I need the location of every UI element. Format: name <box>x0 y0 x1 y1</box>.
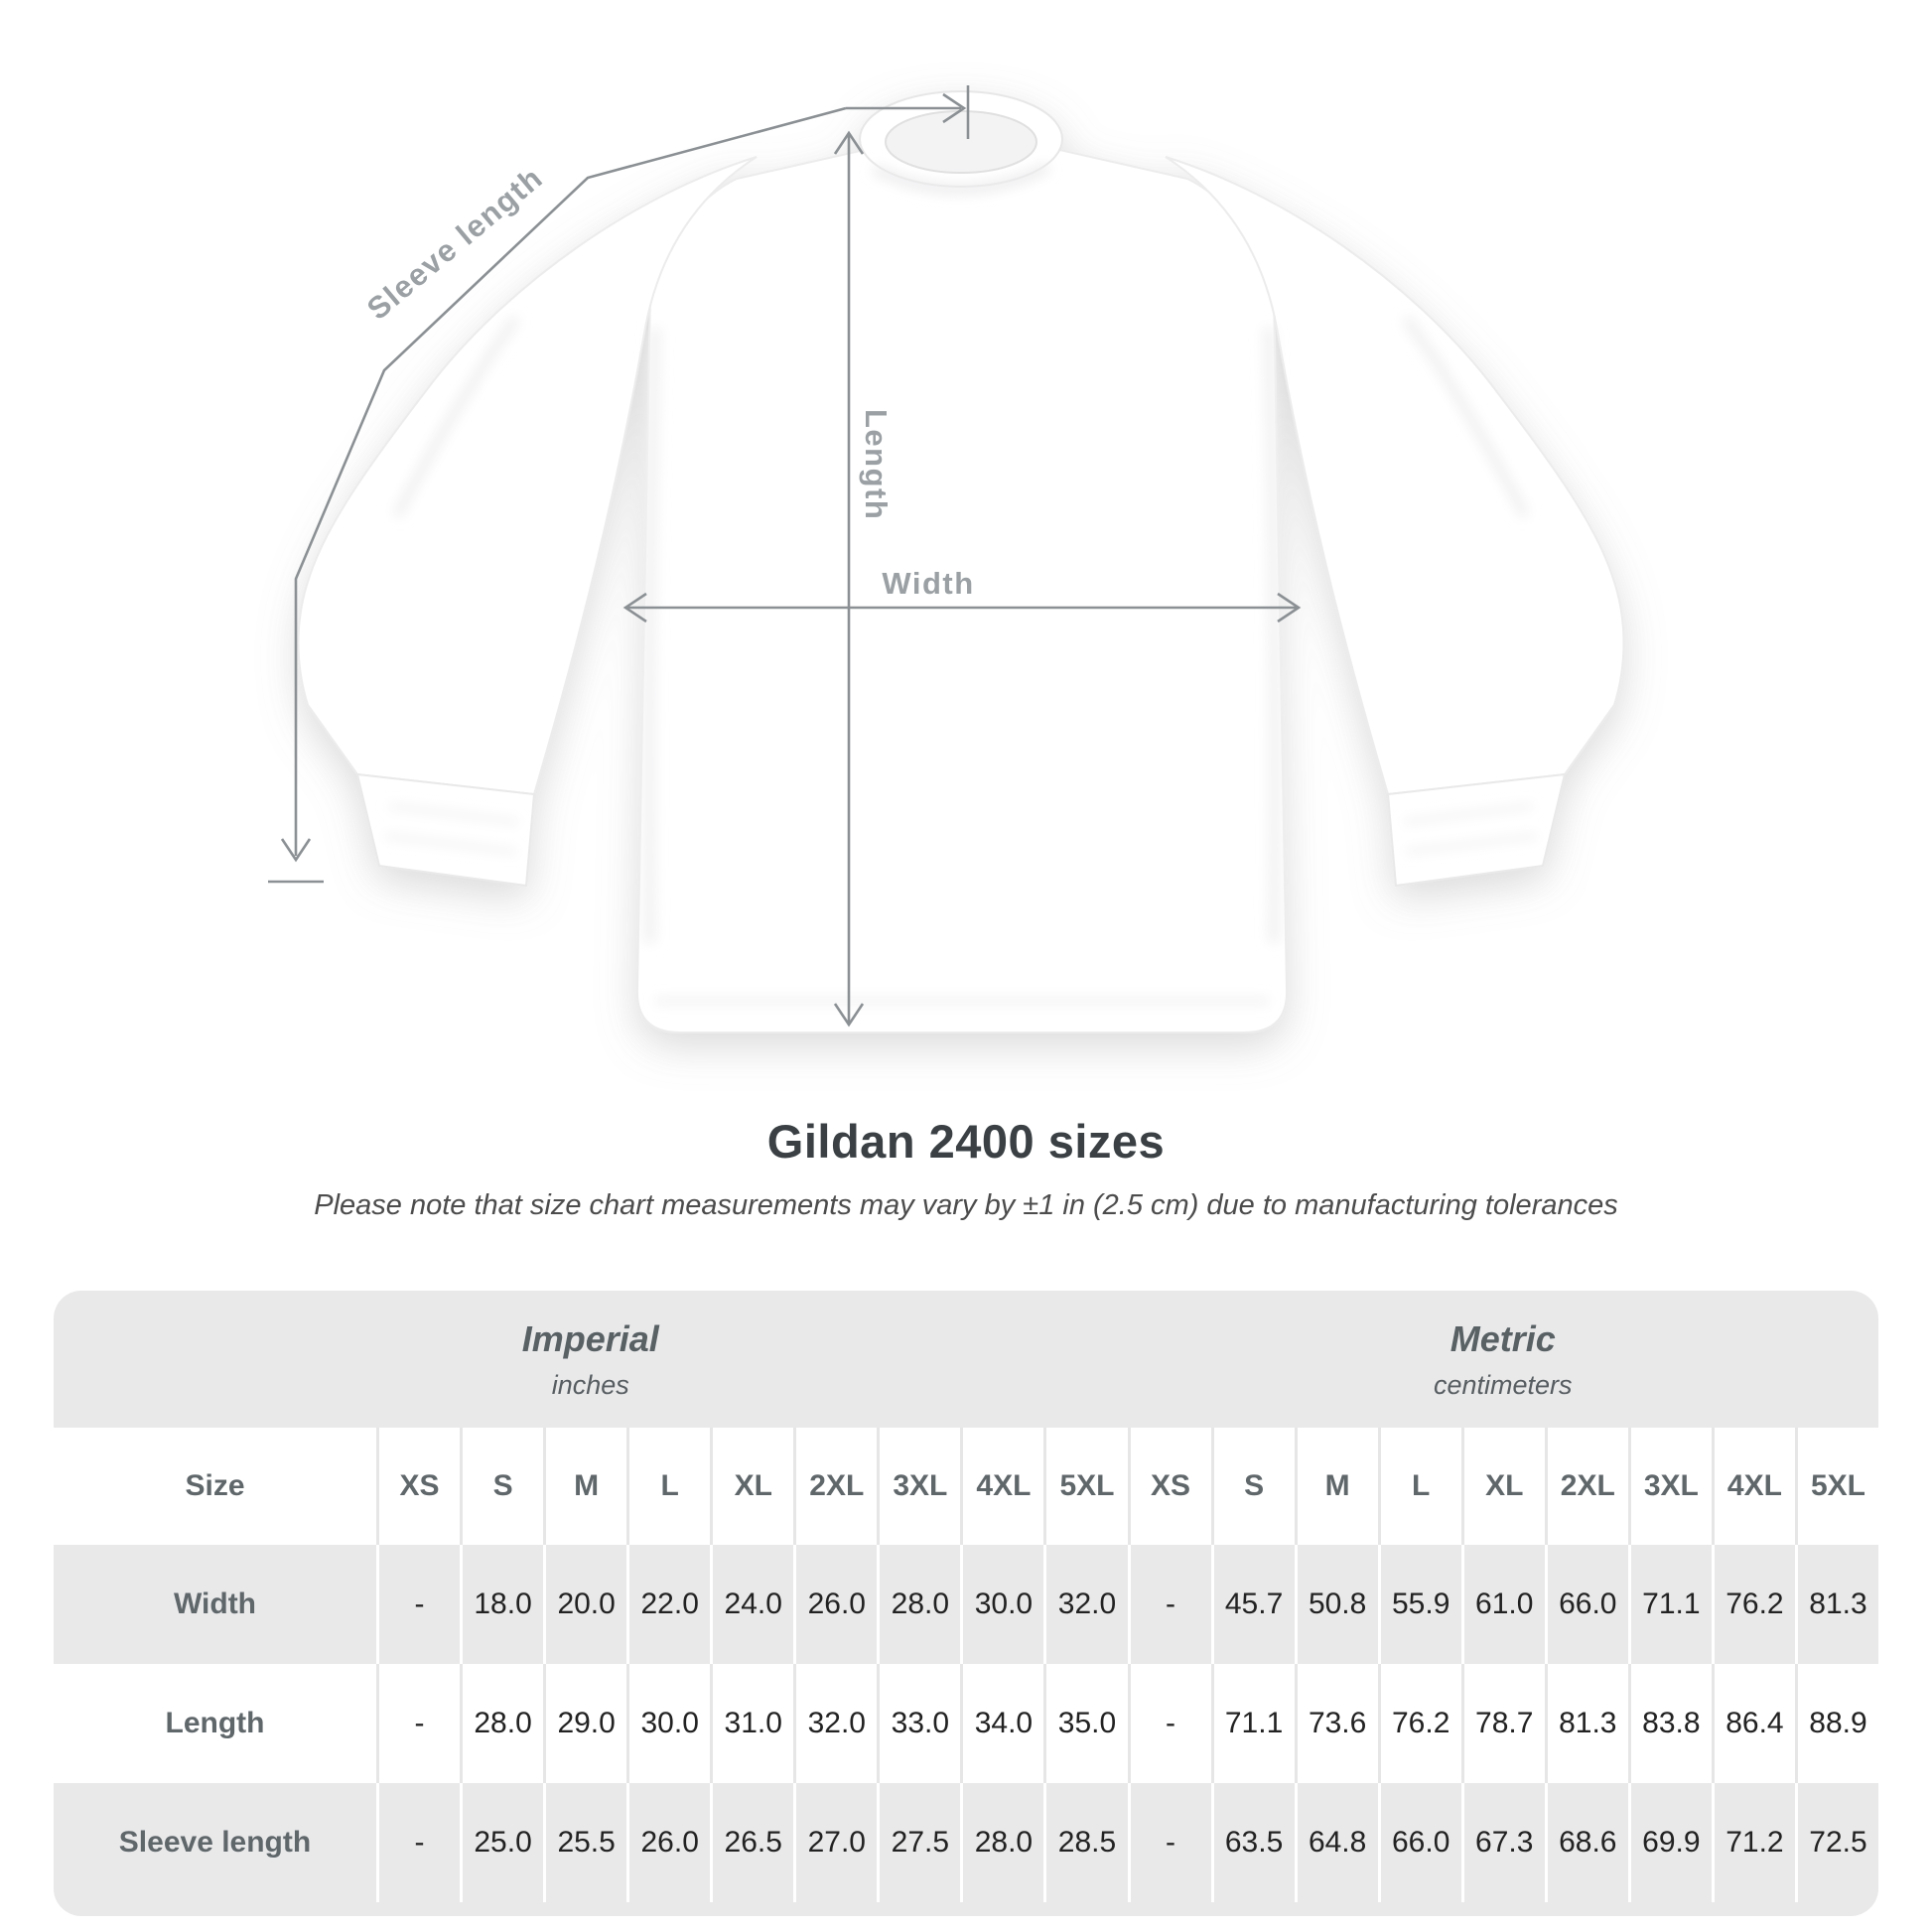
value-cell: 55.9 <box>1378 1545 1461 1664</box>
value-cell: 20.0 <box>543 1545 626 1664</box>
size-header-cell: XL <box>1461 1428 1545 1545</box>
value-cell: 35.0 <box>1043 1664 1127 1783</box>
value-cell: 66.0 <box>1378 1783 1461 1902</box>
value-cell: 71.1 <box>1628 1545 1712 1664</box>
row-label-cell: Length <box>54 1664 376 1783</box>
size-header-cell: 5XL <box>1043 1428 1127 1545</box>
value-cell: 26.0 <box>626 1783 710 1902</box>
value-cell: 34.0 <box>960 1664 1043 1783</box>
value-cell: 30.0 <box>626 1664 710 1783</box>
size-header-cell: L <box>1378 1428 1461 1545</box>
width-label: Width <box>882 566 975 601</box>
value-cell: 28.5 <box>1043 1783 1127 1902</box>
size-header-cell: S <box>460 1428 543 1545</box>
size-header-cell: XS <box>1128 1428 1211 1545</box>
value-cell: 27.0 <box>793 1783 877 1902</box>
size-header-cell: 3XL <box>1628 1428 1712 1545</box>
tolerance-note: Please note that size chart measurements may vary by ±1 in (2.5 cm) due to manufacturing tolerances <box>314 1189 1618 1221</box>
value-cell: - <box>376 1783 460 1902</box>
value-cell: 66.0 <box>1545 1545 1628 1664</box>
value-cell: 83.8 <box>1628 1664 1712 1783</box>
shirt-collar-inner <box>886 111 1036 173</box>
imperial-sublabel: inches <box>551 1369 629 1400</box>
sleeve-length-label: Sleeve length <box>359 160 550 327</box>
value-cell: 22.0 <box>626 1545 710 1664</box>
value-cell: 81.3 <box>1545 1664 1628 1783</box>
size-column-header: Size <box>54 1428 376 1545</box>
value-cell: 24.0 <box>710 1545 793 1664</box>
value-cell: - <box>1128 1783 1211 1902</box>
size-header-cell: 3XL <box>877 1428 960 1545</box>
row-label-cell: Width <box>54 1545 376 1664</box>
metric-sublabel: centimeters <box>1433 1369 1573 1400</box>
value-cell: 28.0 <box>460 1664 543 1783</box>
imperial-unit-header <box>54 1291 1128 1428</box>
length-label: Length <box>859 409 894 521</box>
imperial-label: Imperial <box>521 1317 659 1359</box>
page-title: Gildan 2400 sizes <box>766 1115 1166 1168</box>
value-cell: 28.0 <box>877 1545 960 1664</box>
value-cell: 88.9 <box>1795 1664 1878 1783</box>
value-cell: 25.0 <box>460 1783 543 1902</box>
value-cell: 30.0 <box>960 1545 1043 1664</box>
value-cell: 45.7 <box>1211 1545 1295 1664</box>
size-header-cell: 2XL <box>793 1428 877 1545</box>
size-header-cell: 5XL <box>1795 1428 1878 1545</box>
value-cell: 28.0 <box>960 1783 1043 1902</box>
value-cell: 71.1 <box>1211 1664 1295 1783</box>
value-cell: 78.7 <box>1461 1664 1545 1783</box>
size-header-cell: XS <box>376 1428 460 1545</box>
value-cell: 61.0 <box>1461 1545 1545 1664</box>
size-header-cell: XL <box>710 1428 793 1545</box>
metric-unit-header <box>1128 1291 1879 1428</box>
value-cell: 29.0 <box>543 1664 626 1783</box>
size-header-cell: L <box>626 1428 710 1545</box>
shirt-illustration <box>299 91 1624 1033</box>
value-cell: 18.0 <box>460 1545 543 1664</box>
size-table <box>54 1291 1878 1916</box>
value-cell: 26.5 <box>710 1783 793 1902</box>
value-cell: - <box>1128 1664 1211 1783</box>
row-label-cell: Sleeve length <box>54 1783 376 1902</box>
size-header-cell: M <box>543 1428 626 1545</box>
value-cell: 33.0 <box>877 1664 960 1783</box>
size-header-cell: 4XL <box>1712 1428 1795 1545</box>
value-cell: 86.4 <box>1712 1664 1795 1783</box>
value-cell: 32.0 <box>1043 1545 1127 1664</box>
value-cell: 31.0 <box>710 1664 793 1783</box>
value-cell: 63.5 <box>1211 1783 1295 1902</box>
value-cell: 76.2 <box>1712 1545 1795 1664</box>
value-cell: 26.0 <box>793 1545 877 1664</box>
size-header-cell: M <box>1295 1428 1378 1545</box>
value-cell: 68.6 <box>1545 1783 1628 1902</box>
value-cell: 73.6 <box>1295 1664 1378 1783</box>
value-cell: 81.3 <box>1795 1545 1878 1664</box>
value-cell: 69.9 <box>1628 1783 1712 1902</box>
value-cell: 67.3 <box>1461 1783 1545 1902</box>
value-cell: 50.8 <box>1295 1545 1378 1664</box>
value-cell: 71.2 <box>1712 1783 1795 1902</box>
size-header-cell: 2XL <box>1545 1428 1628 1545</box>
value-cell: - <box>376 1664 460 1783</box>
metric-label: Metric <box>1449 1317 1556 1359</box>
size-header-cell: 4XL <box>960 1428 1043 1545</box>
value-cell: - <box>1128 1545 1211 1664</box>
value-cell: 64.8 <box>1295 1783 1378 1902</box>
shirt-right-cuff <box>1388 774 1565 886</box>
value-cell: - <box>376 1545 460 1664</box>
size-header-cell: S <box>1211 1428 1295 1545</box>
value-cell: 25.5 <box>543 1783 626 1902</box>
value-cell: 72.5 <box>1795 1783 1878 1902</box>
shirt-left-cuff <box>357 774 534 886</box>
value-cell: 76.2 <box>1378 1664 1461 1783</box>
value-cell: 32.0 <box>793 1664 877 1783</box>
value-cell: 27.5 <box>877 1783 960 1902</box>
